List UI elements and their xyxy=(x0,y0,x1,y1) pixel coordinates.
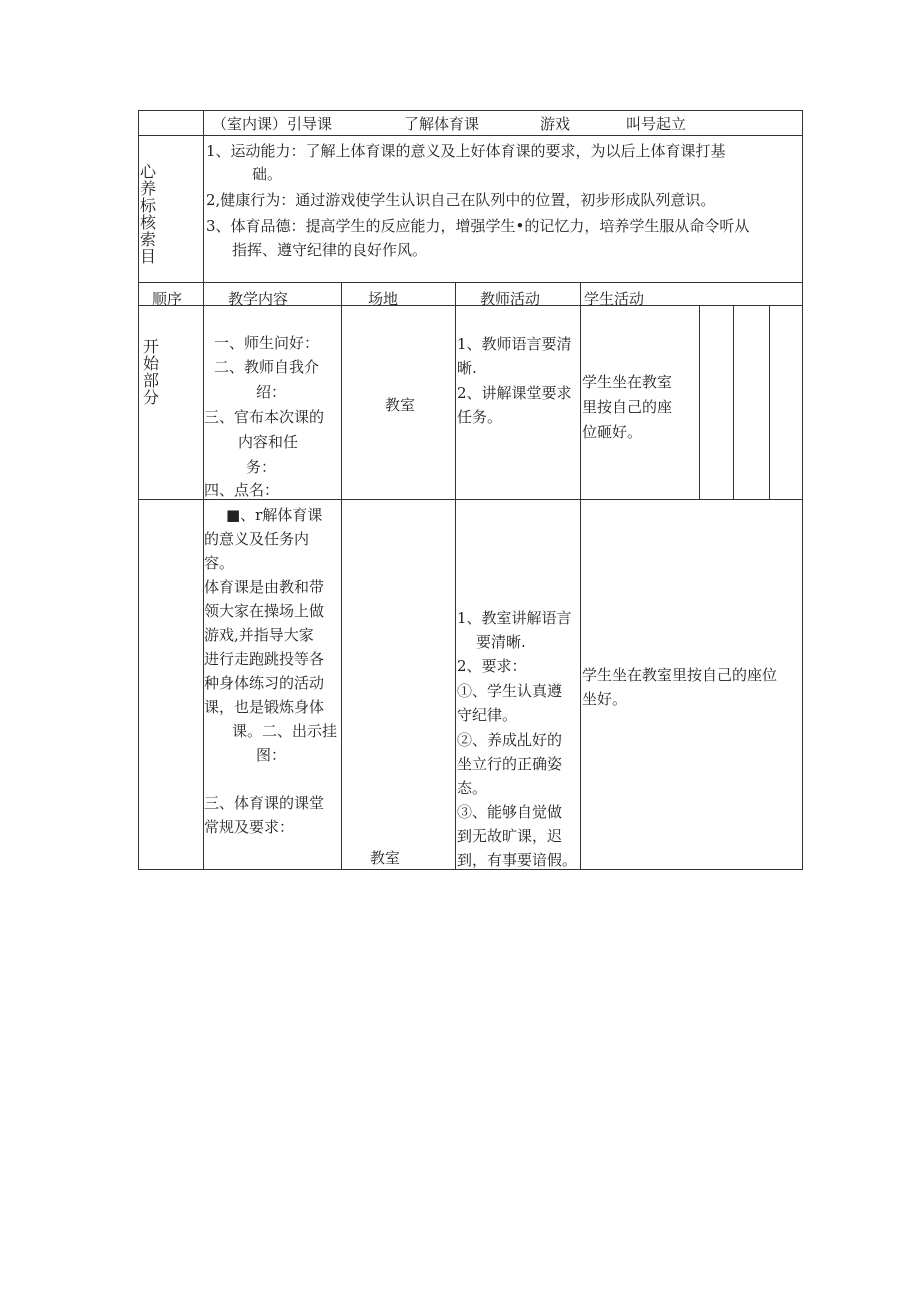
rule-col2 xyxy=(341,282,342,870)
content-line: 体育课是由教和带 xyxy=(204,578,325,596)
header-venue: 场地 xyxy=(368,290,399,308)
content-line: 种身体练习的活动 xyxy=(204,674,325,692)
teacher-line: ②、养成乩好的 xyxy=(457,731,563,749)
content-line: 容。 xyxy=(204,554,235,572)
objective-line-1: 1、运动能力：了解上体育课的意义及上好体育课的要求，为以后上体育课打基 xyxy=(206,142,726,160)
lesson-type: （室内课）引导课 xyxy=(212,115,333,133)
teacher-line: ③、能够自觉做 xyxy=(457,803,563,821)
rule-sub2 xyxy=(733,305,734,500)
content-line: 二、教师自我介 xyxy=(214,358,320,376)
content-line: 三、体育课的课堂 xyxy=(204,794,325,812)
content-line: 四、点名： xyxy=(204,481,280,499)
content-line: ■、r解体育课 xyxy=(226,506,323,524)
objectives-side-label: 心养标核索目 xyxy=(139,162,156,266)
rule-top xyxy=(138,110,803,111)
header-content: 教学内容 xyxy=(228,290,289,308)
teacher-line: ①、学生认真遵 xyxy=(457,682,563,700)
teacher-line: 守纪律。 xyxy=(457,706,518,724)
content-line: 游戏,并指导大家 xyxy=(204,626,314,644)
teacher-line: 2、讲解课堂要求 xyxy=(457,384,572,402)
game-name: 叫号起立 xyxy=(626,115,687,133)
teacher-line: 到，有事要谙假。 xyxy=(457,851,578,869)
student-line: 里按自己的座 xyxy=(582,398,673,416)
student-line: 位砸好。 xyxy=(582,423,643,441)
objective-line-5: 指挥、遵守纪律的良好作风。 xyxy=(232,241,428,259)
content-line: 领大家在操场上做 xyxy=(204,602,325,620)
teacher-line: 坐立行的正确姿 xyxy=(457,755,563,773)
game-label: 游戏 xyxy=(540,115,571,133)
teacher-line: 态。 xyxy=(457,779,488,797)
content-line: 进行走跑跳投等各 xyxy=(204,650,325,668)
rule-right xyxy=(802,110,803,870)
content-line: 课。二、出示挂 xyxy=(232,722,338,740)
content-line: 一、师生问好： xyxy=(214,334,320,352)
content-line: 图： xyxy=(256,746,287,764)
teacher-line: 要清晰. xyxy=(476,633,526,651)
content-line: 务： xyxy=(246,458,277,476)
section1-venue: 教室 xyxy=(385,396,416,414)
content-line: 常规及要求： xyxy=(204,818,295,836)
objective-line-3: 2,健康行为：通过游戏使学生认识自己在队列中的位置，初步形成队列意识。 xyxy=(206,191,716,209)
teacher-line: 1、教室讲解语言 xyxy=(457,609,572,627)
teacher-line: 晰. xyxy=(457,359,477,377)
student-line: 学生坐在教室里按自己的座位 xyxy=(582,666,778,684)
header-teacher: 教师活动 xyxy=(480,290,541,308)
student-line: 坐好。 xyxy=(582,690,628,708)
student-line: 学生坐在教室 xyxy=(582,373,673,391)
section2-venue: 教室 xyxy=(370,849,401,867)
rule-above-header xyxy=(138,282,803,283)
rule-col4 xyxy=(580,282,581,870)
objective-line-4: 3、体育品德：提高学生的反应能力，增强学生•的记忆力，培养学生服从命令听从 xyxy=(206,217,750,235)
teacher-line: 1、教师语言要清 xyxy=(457,335,572,353)
header-student: 学生活动 xyxy=(584,290,645,308)
content-line: 内容和任 xyxy=(238,433,299,451)
rule-sub1 xyxy=(699,305,700,500)
header-order: 顺序 xyxy=(152,290,183,308)
content-line: 课，也是锻炼身体 xyxy=(204,698,325,716)
content-line: 绍： xyxy=(256,383,287,401)
teacher-line: 2、要求： xyxy=(457,657,527,675)
section1-side-label: 开始部分 xyxy=(142,337,159,407)
rule-col3 xyxy=(455,282,456,870)
rule-sub3 xyxy=(769,305,770,500)
teacher-line: 任务。 xyxy=(457,408,503,426)
teacher-line: 到无故旷课，迟 xyxy=(457,827,563,845)
content-line: 的意义及任务内 xyxy=(204,530,310,548)
objective-line-2: 础。 xyxy=(252,165,283,183)
content-line: 三、官布本次课的 xyxy=(204,408,325,426)
lesson-topic: 了解体育课 xyxy=(404,115,480,133)
